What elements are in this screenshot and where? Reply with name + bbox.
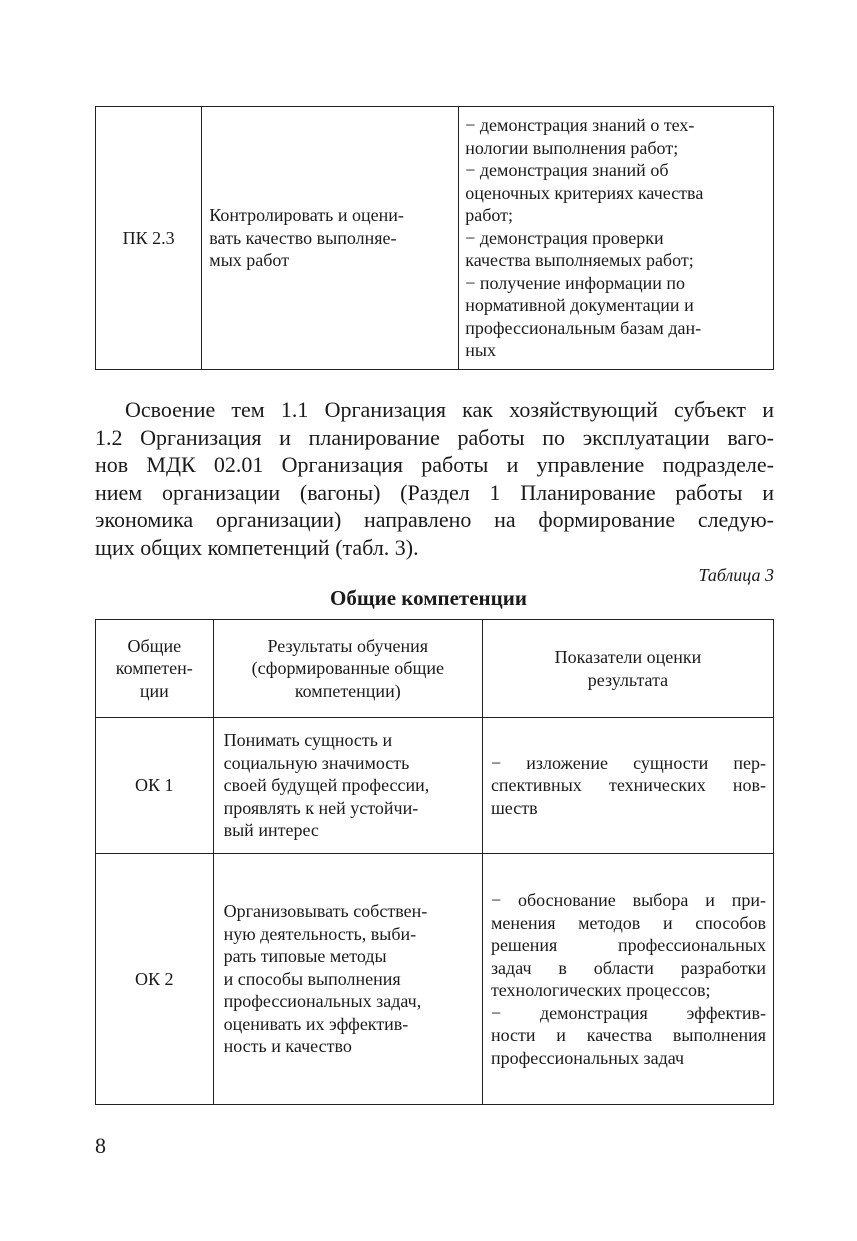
indicator-line: ности и качества выполнения <box>490 1025 766 1045</box>
indicator-line: профессиональных задач <box>490 1047 685 1068</box>
result-line: проявлять к ней устойчи- <box>223 797 419 818</box>
header-line: результата <box>587 669 669 690</box>
indicator-line: шеств <box>490 797 538 818</box>
indicator-line: задач в области разработки <box>490 957 766 978</box>
indicator-line: − демонстрация знаний о тех- <box>465 115 695 136</box>
header-line: ции <box>139 680 169 701</box>
result-line: Организовывать собствен- <box>223 901 428 922</box>
competency-code-cell <box>96 718 214 854</box>
competency-code: ПК 2.3 <box>122 227 175 248</box>
result-line: ность и качество <box>223 1036 352 1057</box>
indicator-line: работ; <box>465 205 514 226</box>
result-line: оценивать их эффектив- <box>223 1013 409 1034</box>
indicator-line: ных <box>465 340 496 361</box>
indicator-line: менения методов и способов <box>490 912 766 933</box>
competency-code-cell <box>96 107 202 370</box>
result-line: и способы выполнения <box>223 968 401 989</box>
result-line: Понимать сущность и <box>223 730 393 751</box>
header-line: Результаты обучения <box>267 635 429 656</box>
indicator-line: − обоснование выбора и при- <box>490 890 766 910</box>
general-competencies-table <box>95 619 774 1105</box>
result-line: социальную значимость <box>223 752 410 773</box>
result-line: ную деятельность, выби- <box>223 923 417 944</box>
result-cell <box>213 718 482 854</box>
indicator-line: спективных технических нов- <box>490 775 766 796</box>
header-line: Показатели оценки <box>554 647 702 667</box>
header-line: (сформированные общие <box>251 658 444 679</box>
indicator-line: нормативной документации и <box>465 295 694 316</box>
task-line: мых работ <box>209 250 290 271</box>
indicator-cell <box>482 854 773 1105</box>
page-number: 8 <box>95 1133 106 1158</box>
paragraph-line: нием организации (вагоны) (Раздел 1 Планирование работы и <box>95 479 774 505</box>
result-cell <box>213 854 482 1105</box>
table-row <box>96 854 774 1105</box>
table-row <box>96 718 774 854</box>
competency-code-cell <box>96 854 214 1105</box>
paragraph-line: нов МДК 02.01 Организация работы и управление подразделе- <box>95 452 774 477</box>
indicator-line: − демонстрация знаний об <box>465 160 669 181</box>
competency-table-continuation <box>95 106 774 370</box>
header-cell-competencies <box>96 620 214 718</box>
result-line: профессиональных задач, <box>223 991 422 1012</box>
result-line: своей будущей профессии, <box>223 775 430 796</box>
indicator-line: решения профессиональных <box>490 935 766 955</box>
header-cell-results <box>213 620 482 718</box>
indicator-line: технологических процессов; <box>490 980 711 1000</box>
table-title: Общие компетенции <box>330 586 527 610</box>
competency-code: ОК 1 <box>135 775 174 796</box>
header-cell-indicators <box>482 620 773 718</box>
body-paragraph <box>95 396 774 561</box>
paragraph-line: экономика организации) направлено на формирование следую- <box>95 507 774 532</box>
table-number: Таблица 3 <box>698 565 774 585</box>
indicator-line: − получение информации по <box>465 272 686 293</box>
task-line: вать качество выполняе- <box>209 227 397 248</box>
paragraph-line: Освоение тем 1.1 Организация как хозяйствующий субъект и <box>125 397 774 422</box>
header-line: Общие <box>127 635 182 656</box>
indicator-line: нологии выполнения работ; <box>465 137 679 158</box>
task-cell <box>202 107 459 370</box>
paragraph-line: 1.2 Организация и планирование работы по эксплуатации ваго- <box>95 424 774 450</box>
result-line: рать типовые методы <box>223 946 387 967</box>
indicator-line: оценочных критериях качества <box>465 182 704 203</box>
indicator-line: − изложение сущности пер- <box>490 752 766 773</box>
table-row <box>96 107 774 370</box>
header-line: компетен- <box>115 658 193 679</box>
paragraph-line: щих общих компетенций (табл. 3). <box>95 534 419 560</box>
indicator-cell <box>459 107 774 370</box>
header-line: компетенции) <box>294 680 401 701</box>
indicator-cell <box>482 718 773 854</box>
competency-code: ОК 2 <box>135 968 174 989</box>
task-line: Контролировать и оцени- <box>209 205 404 226</box>
indicator-line: − демонстрация проверки <box>465 227 664 248</box>
indicator-line: профессиональным базам дан- <box>465 317 702 338</box>
indicator-line: − демонстрация эффектив- <box>490 1002 766 1023</box>
result-line: вый интерес <box>223 820 319 841</box>
indicator-line: качества выполняемых работ; <box>465 250 694 271</box>
table-header-row <box>96 620 774 718</box>
